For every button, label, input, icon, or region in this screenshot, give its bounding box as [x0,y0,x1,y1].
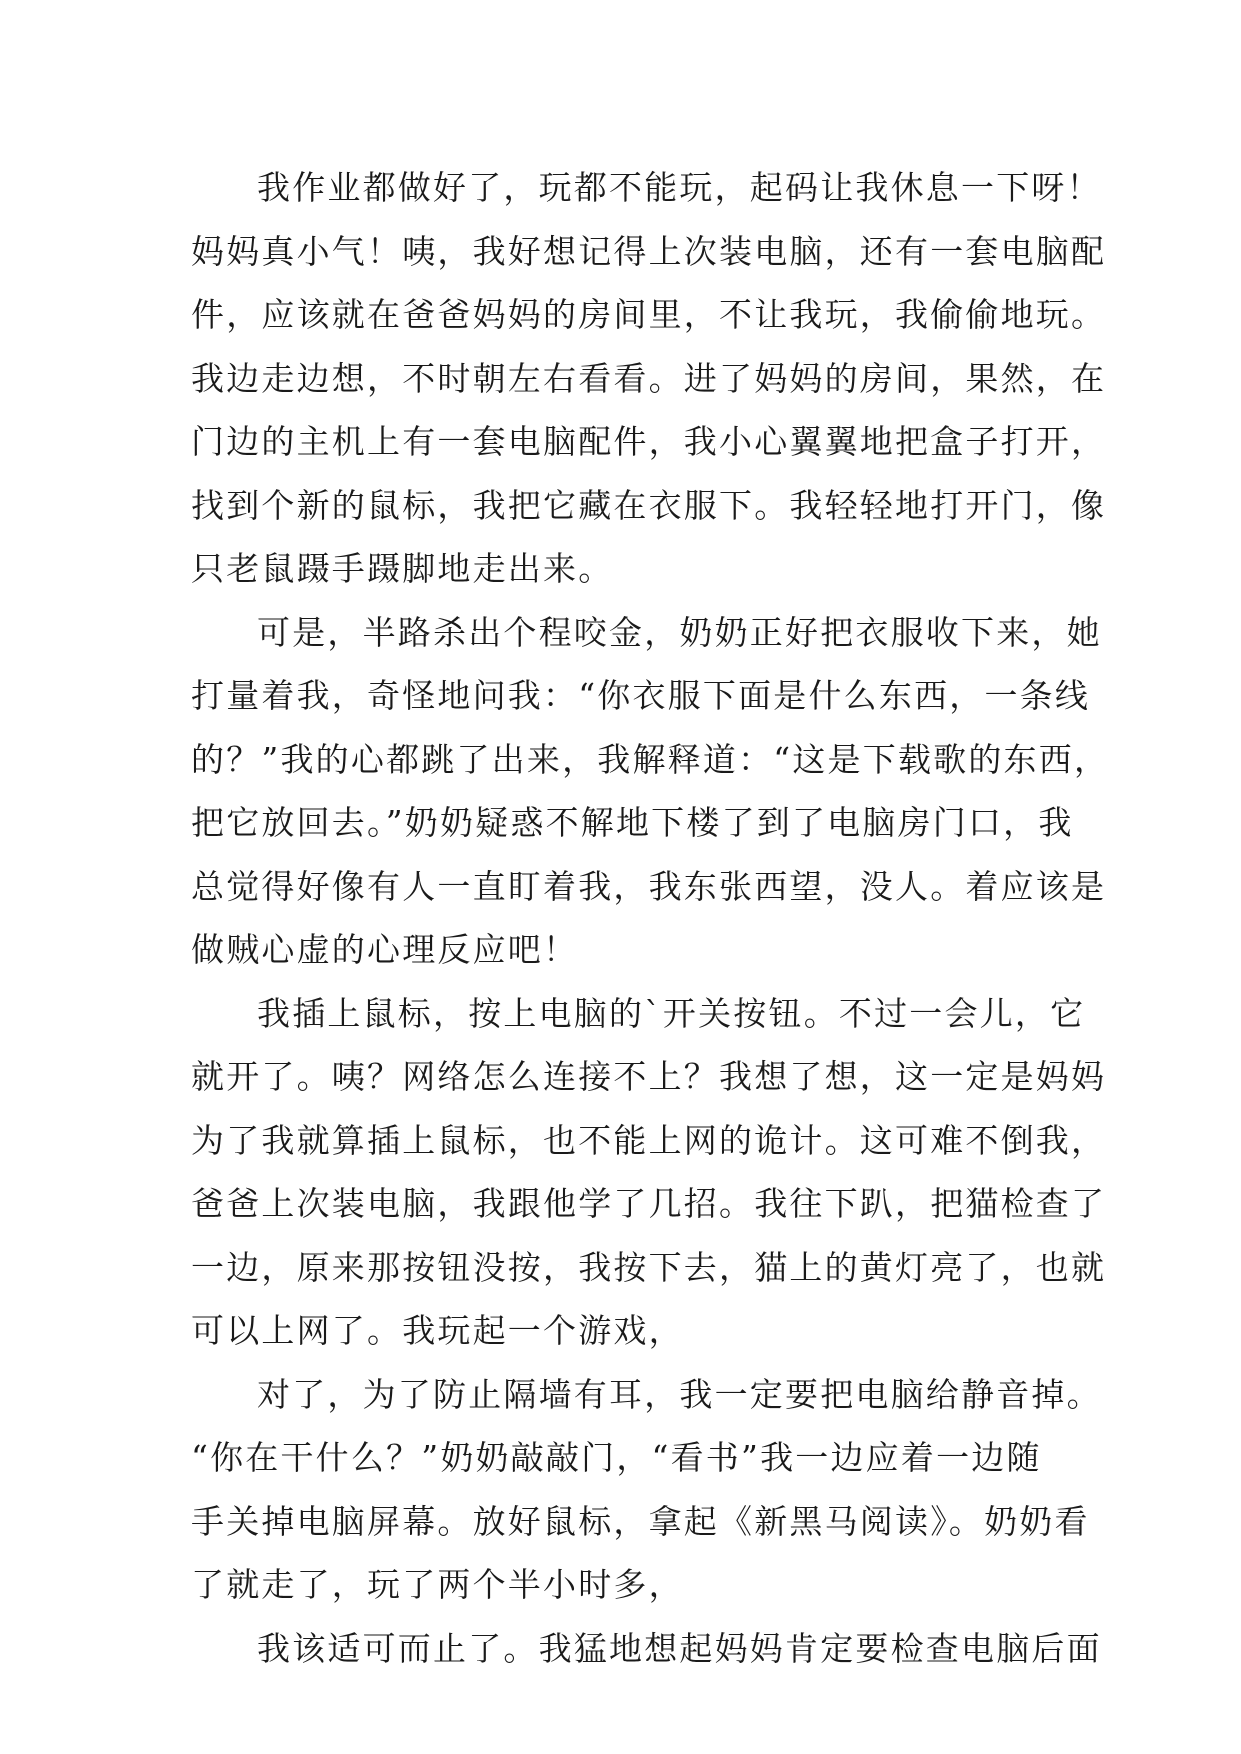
text-line: 做贼心虚的心理反应吧！ [191,930,579,969]
text-line: 妈妈真小气！咦，我好想记得上次装电脑，还有一套电脑配 [191,231,1107,271]
text-line: 总觉得好像有人一直盯着我，我东张西望，没人。着应该是 [191,866,1107,906]
text-line: 件，应该就在爸爸妈妈的房间里，不让我玩，我偷偷地玩。 [191,295,1107,334]
text-line: 找到个新的鼠标，我把它藏在衣服下。我轻轻地打开门，像 [191,485,1107,525]
text-line: 手关掉电脑屏幕。放好鼠标，拿起《新黑马阅读》。奶奶看 [191,1501,1090,1541]
text-line: 我插上鼠标，按上电脑的`开关按钮。不过一会儿，它 [257,993,1086,1033]
text-line: 对了，为了防止隔墙有耳，我一定要把电脑给静音掉。 [257,1374,1102,1414]
text-line: 可以上网了。我玩起一个游戏， [191,1311,684,1350]
text-line: 了就走了，玩了两个半小时多， [191,1565,684,1604]
text-line: “你在干什么？”奶奶敲敲门，“看书”我一边应着一边随 [191,1438,1042,1477]
text-line: 为了我就算插上鼠标，也不能上网的诡计。这可难不倒我， [191,1120,1107,1160]
text-line: 打量着我，奇怪地问我：“你衣服下面是什么东西，一条线 [191,676,1091,715]
text-line: 我该适可而止了。我猛地想起妈妈肯定要检查电脑后面 [257,1628,1102,1668]
text-line: 一边，原来那按钮没按，我按下去，猫上的黄灯亮了，也就 [191,1247,1107,1287]
text-line: 我边走边想，不时朝左右看看。进了妈妈的房间，果然，在 [191,358,1107,398]
text-line: 就开了。咦？网络怎么连接不上？我想了想，这一定是妈妈 [191,1057,1107,1096]
text-line: 我作业都做好了，玩都不能玩，起码让我休息一下呀！ [257,168,1102,207]
story-text [191,156,1110,1680]
text-line: 爸爸上次装电脑，我跟他学了几招。我往下趴，把猫检查了 [191,1184,1107,1223]
text-line: 把它放回去。”奶奶疑惑不解地下楼了到了电脑房门口，我 [191,803,1074,842]
text-line: 的？”我的心都跳了出来，我解释道：“这是下载歌的东西， [191,739,1110,779]
text-line: 可是，半路杀出个程咬金，奶奶正好把衣服收下来，她 [257,612,1102,652]
text-line: 只老鼠蹑手蹑脚地走出来。 [191,549,614,588]
text-line: 门边的主机上有一套电脑配件，我小心翼翼地把盒子打开， [191,422,1107,461]
